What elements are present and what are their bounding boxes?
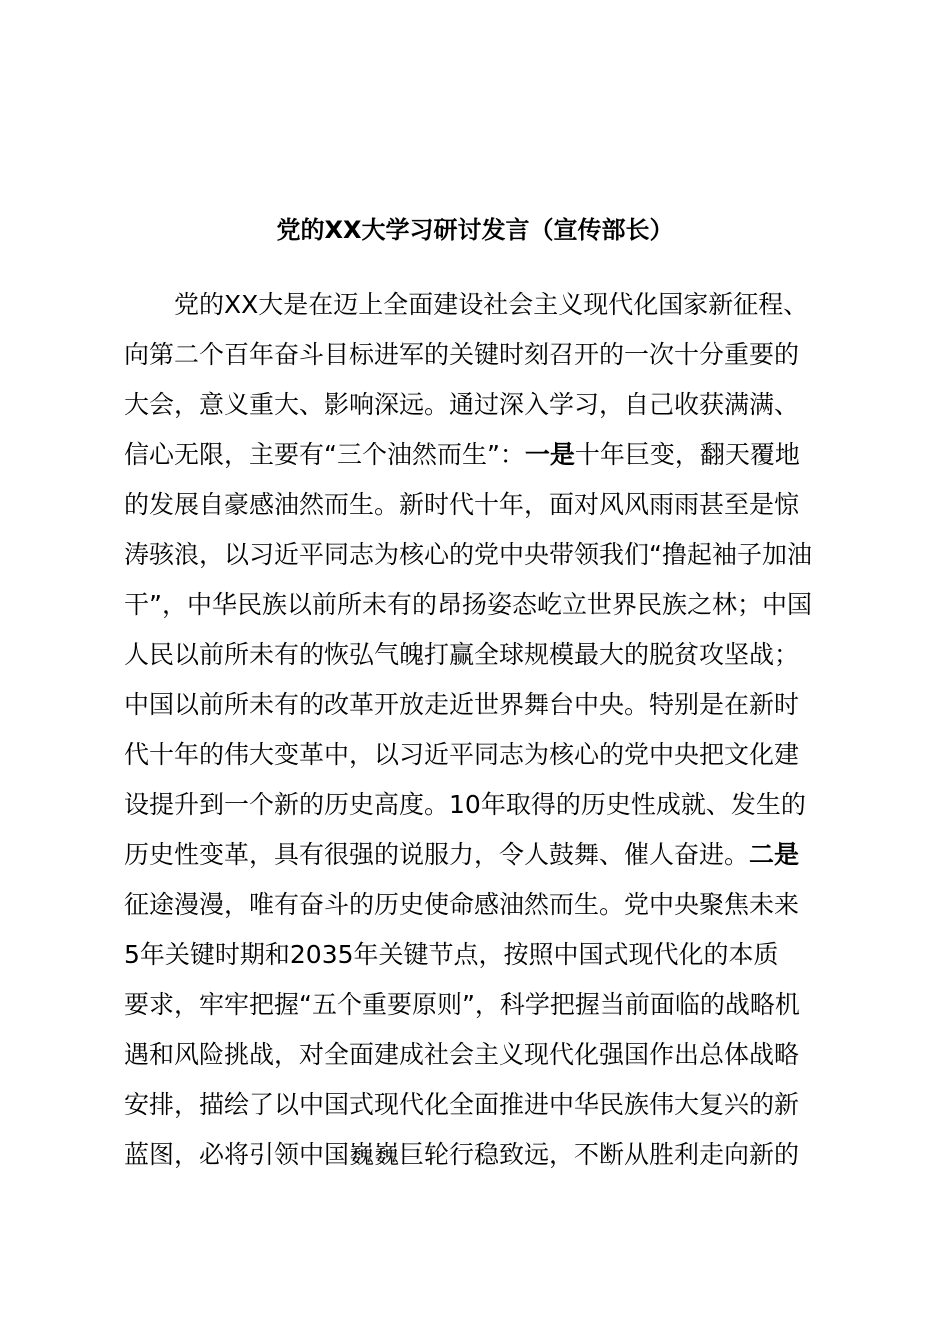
- line-text: 征途漫漫，唯有奋斗的历史使命感油然而生。党中央聚焦未来: [124, 890, 800, 919]
- line-text-after: 十年巨变，翻天覆地: [574, 440, 800, 469]
- paragraph-line: [124, 785, 806, 825]
- paragraph-line: [124, 885, 799, 925]
- line-text: 代十年的伟大变革中，以习近平同志为核心的党中央把文化建: [124, 740, 800, 769]
- paragraph-line: [124, 635, 799, 675]
- line-text: 要求，牢牢把握“五个重要原则”，科学把握当前面临的战略机: [124, 990, 800, 1019]
- line-text: 中国以前所未有的改革开放走近世界舞台中央。特别是在新时: [124, 690, 800, 719]
- document-title: 党的XX大学习研讨发言（宣传部长）: [276, 216, 674, 244]
- paragraph-line: [124, 485, 799, 525]
- paragraph-line: [124, 835, 799, 875]
- line-text: 蓝图，必将引领中国巍巍巨轮行稳致远，不断从胜利走向新的: [124, 1140, 800, 1169]
- line-text: 的发展自豪感油然而生。新时代十年，面对风风雨雨甚至是惊: [124, 490, 800, 519]
- line-text: 向第二个百年奋斗目标进军的关键时刻召开的一次十分重要的: [124, 340, 800, 369]
- paragraph-line: [124, 1035, 799, 1075]
- line-text: 安排，描绘了以中国式现代化全面推进中华民族伟大复兴的新: [124, 1090, 800, 1119]
- line-bold-text: 二是: [749, 840, 800, 869]
- line-text: 干”，中华民族以前所未有的昂扬姿态屹立世界民族之林；中国: [124, 590, 812, 619]
- paragraph-line: [124, 735, 799, 775]
- line-text: 5年关键时期和2035年关键节点，按照中国式现代化的本质: [124, 940, 779, 969]
- paragraph-line: [124, 935, 779, 975]
- paragraph-line: [124, 535, 812, 575]
- line-bold-text: 一是: [524, 440, 575, 469]
- paragraph-line: [124, 1135, 799, 1175]
- line-text: 设提升到一个新的历史高度。10年取得的历史性成就、发生的: [124, 790, 806, 819]
- paragraph-line: [124, 385, 799, 425]
- line-text: 大会，意义重大、影响深远。通过深入学习，自己收获满满、: [124, 390, 800, 419]
- paragraph-line: [124, 1085, 799, 1125]
- line-text: 党的XX大是在迈上全面建设社会主义现代化国家新征程、: [174, 290, 809, 319]
- line-text: 人民以前所未有的恢弘气魄打赢全球规模最大的脱贫攻坚战；: [124, 640, 800, 669]
- paragraph-line: [124, 435, 800, 475]
- paragraph-line: [174, 285, 808, 325]
- line-text: 信心无限，主要有“三个油然而生”：: [124, 440, 525, 469]
- paragraph-line: [124, 985, 800, 1025]
- paragraph-line: [124, 685, 799, 725]
- line-text: 涛骇浪，以习近平同志为核心的党中央带领我们“撸起袖子加油: [124, 540, 812, 569]
- paragraph-line: [124, 335, 799, 375]
- line-text: 遇和风险挑战，对全面建成社会主义现代化强国作出总体战略: [124, 1040, 800, 1069]
- paragraph-line: [124, 585, 812, 625]
- line-text: 历史性变革，具有很强的说服力，令人鼓舞、催人奋进。: [124, 840, 750, 869]
